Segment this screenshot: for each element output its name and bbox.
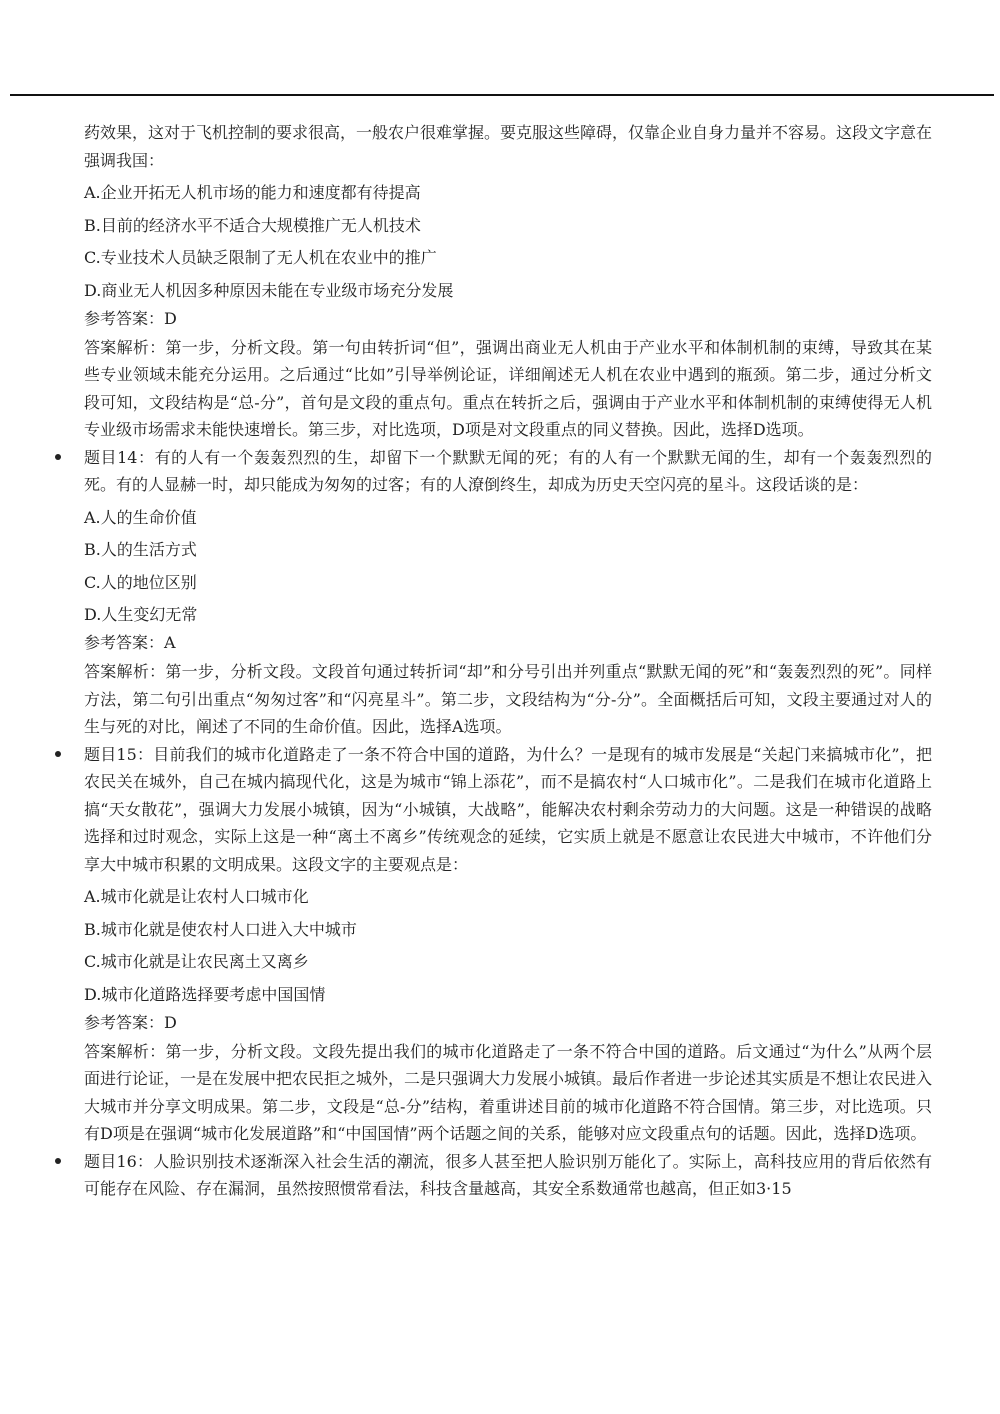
question-13-continued: [84, 119, 932, 444]
option-c: C.专业技术人员缺乏限制了无人机在农业中的推广: [84, 248, 437, 267]
reference-answer: 参考答案：A: [84, 633, 176, 652]
question-16-text: 题目16：人脸识别技术逐渐深入社会生活的潮流，很多人甚至把人脸识别万能化了。实际上，高科技应用的背后依然有可能存在风险、存在漏洞，虽然按照惯常看法，科技含量越高，其安全系数通常也越高，但正如3·15: [84, 1151, 932, 1198]
option-a: A.企业开拓无人机市场的能力和速度都有待提高: [84, 183, 421, 202]
question-15-text: 题目15：目前我们的城市化道路走了一条不符合中国的道路，为什么？一是现有的城市发展是“关起门来搞城市化”，把农民关在城外，自己在城内搞现代化，这是为城市“锦上添花”，而不是搞农村“人口城市化”。二是我们在城市化道路上搞“天女散花”，强调大力发展小城镇，因为“小城镇，大战略”，能解决农村剩余劳动力的大问题。这是一种错误的战略选择和过时观念，实际上这是一种“离土不离乡”传统观念的延续，它实质上就是不愿意让农民进大中城市，不许他们分享大中城市积累的文明成果。这段文字的主要观点是：: [84, 744, 932, 874]
option-d: D.城市化道路选择要考虑中国国情: [84, 984, 326, 1004]
document-body: [84, 119, 932, 1203]
answer-explanation: 答案解析：第一步，分析文段。文段先提出我们的城市化道路走了一条不符合中国的道路。后文通过“为什么”从两个层面进行论证，一是在发展中把农民拒之城外，二是只强调大力发展小城镇。最后作者进一步论述其实质是不想让农民进入大城市并分享文明成果。第二步，文段是“总-分”结构，着重讲述目前的城市化道路不符合国情。第三步，对比选项。只有D项是在强调“城市化发展道路”和“中国国情”两个话题之间的关系，能够对应文段重点句的话题。因此，选择D选项。: [84, 1041, 933, 1143]
option-c: C.城市化就是让农民离土又离乡: [84, 952, 309, 971]
question-14-text: 题目14：有的人有一个轰轰烈烈的生，却留下一个默默无闻的死；有的人有一个默默无闻的生，却有一个轰轰烈烈的死。有的人显赫一时，却只能成为匆匆的过客；有的人潦倒终生，却成为历史天空闪亮的星斗。这段话谈的是：: [84, 447, 932, 494]
option-d: D.商业无人机因多种原因未能在专业级市场充分发展: [84, 280, 454, 300]
reference-answer: 参考答案：D: [84, 1012, 177, 1032]
question-16: [84, 1148, 932, 1203]
answer-explanation: 答案解析：第一步，分析文段。文段首句通过转折词“却”和分号引出并列重点“默默无闻的死”和“轰轰烈烈的死”。同样方法，第二句引出重点“匆匆过客”和“闪亮星斗”。第二步，文段结构为“分-分”。全面概括后可知，文段主要通过对人的生与死的对比，阐述了不同的生命价值。因此，选择A选项。: [84, 662, 932, 736]
bullet-icon: [55, 1158, 61, 1164]
answer-explanation: 答案解析：第一步，分析文段。第一句由转折词“但”，强调出商业无人机由于产业水平和体制机制的束缚，导致其在某些专业领域未能充分运用。之后通过“比如”引导举例论证，详细阐述无人机在农业中遇到的瓶颈。第二步，通过分析文段可知，文段结构是“总-分”，首句是文段的重点句。重点在转折之后，强调由于产业水平和体制机制的束缚使得无人机专业级市场需求未能快速增长。第三步，对比选项，D项是对文段重点的同义替换。因此，选择D选项。: [84, 337, 932, 439]
bullet-icon: [55, 751, 61, 757]
option-b: B.人的生活方式: [84, 540, 197, 559]
option-a: A.人的生命价值: [84, 507, 197, 527]
option-b: B.目前的经济水平不适合大规模推广无人机技术: [84, 215, 421, 235]
option-c: C.人的地位区别: [84, 572, 197, 592]
reference-answer: 参考答案：D: [84, 308, 177, 328]
option-b: B.城市化就是使农村人口进入大中城市: [84, 919, 357, 939]
question-14: [84, 444, 932, 741]
question-15: [84, 741, 932, 1148]
bullet-icon: [55, 454, 61, 460]
header-rule: [10, 94, 994, 96]
option-a: A.城市化就是让农村人口城市化: [84, 887, 309, 906]
option-d: D.人生变幻无常: [84, 605, 198, 624]
question-13-text-continued: 药效果，这对于飞机控制的要求很高，一般农户很难掌握。要克服这些障碍，仅靠企业自身力量并不容易。这段文字意在强调我国：: [84, 123, 933, 170]
